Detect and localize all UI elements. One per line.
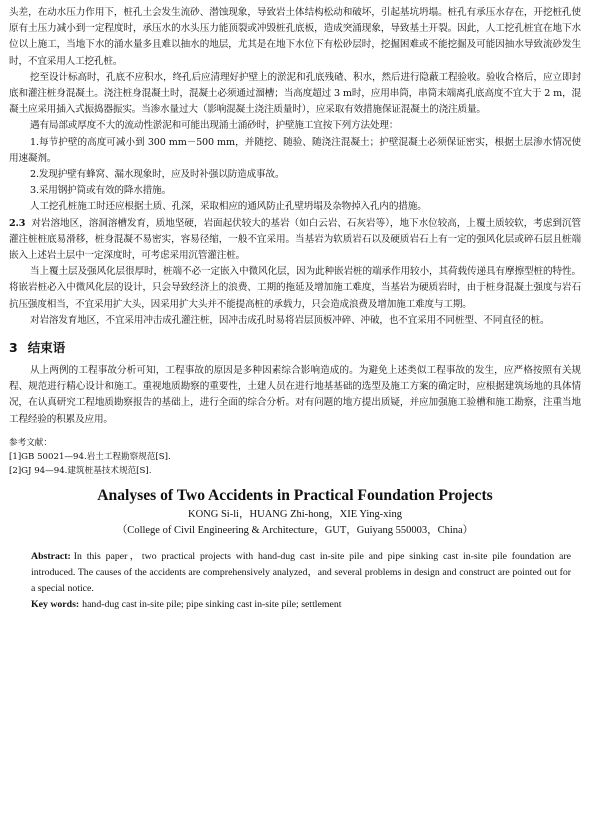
section-title: 结束语 xyxy=(27,340,66,356)
english-authors: KONG Si-li，HUANG Zhi-hong，XIE Ying-xing xyxy=(188,508,402,520)
conclusion-paragraph: 从上两例的工程事故分析可知，工程事故的原因是多种因素综合影响造成的。为避免上述类似工程事故的发生，应严格按照有关规程、规范进行精心设计和施工。重视地质勘察的重要性，土建人员在进行地基基础的选型及施工方案的确定时，应根据建筑场地的具体情况，在认真研究工程地质勘察报告的基础上，进行全面的综合分析。对有问题的地方提出质疑，并应加强施工验槽和施工勘察，注重当地工程经验的积累及应用。 xyxy=(9,365,581,425)
references-heading: 参考文献： xyxy=(9,437,52,448)
paragraph-body-10: 对岩溶发育地区，不宜采用冲击成孔灌注桩，因冲击成孔时易将岩层顶板冲碎、冲破，也不宜采用不同桩型、不同直径的桩。 xyxy=(30,314,550,326)
section-number: 3 xyxy=(9,340,18,356)
subsection-number: 2.3 xyxy=(9,217,26,229)
paragraph-body-9: 当上覆土层及强风化层很厚时，桩端不必一定嵌入中微风化层，因为此种嵌岩桩的端承作用较小，其荷载传递具有摩擦型桩的特性。将嵌岩桩必入中微风化层的设计，只会导致经济上的浪费、工期的拖延及增加施工难度，当基岩为硬质岩时，由于桩身混凝土强度与岩石抗压强度相当，不宜采用扩大头，因采用扩大头并不能提高桩的承载力，只会造成浪费及增加施工难度与工期。 xyxy=(9,266,581,310)
subsection-2-3 xyxy=(9,216,581,265)
paragraph-body-3: 遇有局部或厚度不大的流动性淤泥和可能出现涌土涌砂时，护壁施工宜按下列方法处理： xyxy=(30,120,399,132)
english-affiliation: （College of Civil Engineering & Architecture，GUT，Guiyang 550003，China） xyxy=(116,524,474,536)
paragraph-body-1: 头差，在动水压力作用下，桩孔土会发生流砂、潜蚀现象，导致岩土体结构松动和破坏，引起基坑坍塌。桩孔有承压水存在，开挖桩孔使原有土压力减小到一定程度时，承压水的水头压力能顶裂或冲毁桩孔底板，造成突涌现象，导致基土开裂。因此，人工挖孔桩宜在地下水位以上施工，当地下水的涌水量多且难以抽水的地层，尤其是在地下水位下有松砂层时，挖掘困难或不能挖掘及可能因抽水导致流砂发生时，不宜采用人工挖孔桩。 xyxy=(9,7,581,67)
section-heading xyxy=(9,339,581,357)
abstract-text: In this paper，two practical projects with hand-dug cast in-site pile and pipe sinking cast in-site pile foundation are introduced. The causes of the accidents are comprehensively analyzed，and several problems in design and construct are pointed out for a special notice. xyxy=(31,550,571,594)
reference-item-1: [1]GB 50021—94.岩土工程勘察规范[S]. xyxy=(9,451,171,462)
list-item-3: 3.采用钢护筒或有效的降水措施。 xyxy=(30,185,172,197)
subsection-text: 对岩溶地区，溶洞溶槽发育，质地坚硬，岩面起伏较大的基岩（如白云岩、石灰岩等），地下水位较高，上覆土质较软，考虑到沉管灌注桩桩底易滑移，桩身混凝不易密实，容易径缩，一般不宜采用。当基岩为软质岩石以及硬质岩石上有一定的强风化层或碎石层且桩端嵌入上述岩土层中一定深度时，可考虑采用沉管灌注桩。 xyxy=(9,217,581,262)
abstract-label: Abstract: xyxy=(31,550,71,562)
english-abstract xyxy=(31,549,571,597)
paragraph-body-7: 人工挖孔桩施工时还应根据土质、孔深，采取相应的通风防止孔壁坍塌及杂物掉入孔内的措施。 xyxy=(30,201,427,213)
english-title: Analyses of Two Accidents in Practical Foundation Projects xyxy=(97,486,493,504)
paragraph-body-2: 挖至设计标高时，孔底不应积水，终孔后应清理好护壁上的淤泥和孔底残碴、积水，然后进行隐蔽工程验收。验收合格后，应立即封底和灌注桩身混凝土。浇注桩身混凝土时，混凝土必须通过溜槽；当高度超过 3 m时，应用串筒，串筒末端离孔底高度不宜大于 2 m，混凝土应采用插入式振捣器振实。当渗水量过大（影响混凝土浇注质量时），应采取有效措施保证混凝土的浇注质量。 xyxy=(9,71,581,116)
english-keywords xyxy=(31,597,571,613)
list-item-1: 1.每节护壁的高度可减小到 300 mm－500 mm，并随挖、随验、随浇注混凝土；护壁混凝土必须保证密实，根据土层渗水情况使用速凝剂。 xyxy=(9,136,581,164)
list-item-2: 2.发现护壁有蜂窝、漏水现象时，应及时补强以防造成事故。 xyxy=(30,169,285,181)
keywords-text: hand-dug cast in-site pile; pipe sinking cast in-site pile; settlement xyxy=(82,598,342,610)
keywords-label: Key words: xyxy=(31,598,80,610)
reference-item-2: [2]GJ 94—94.建筑桩基技术规范[S]. xyxy=(9,465,152,476)
